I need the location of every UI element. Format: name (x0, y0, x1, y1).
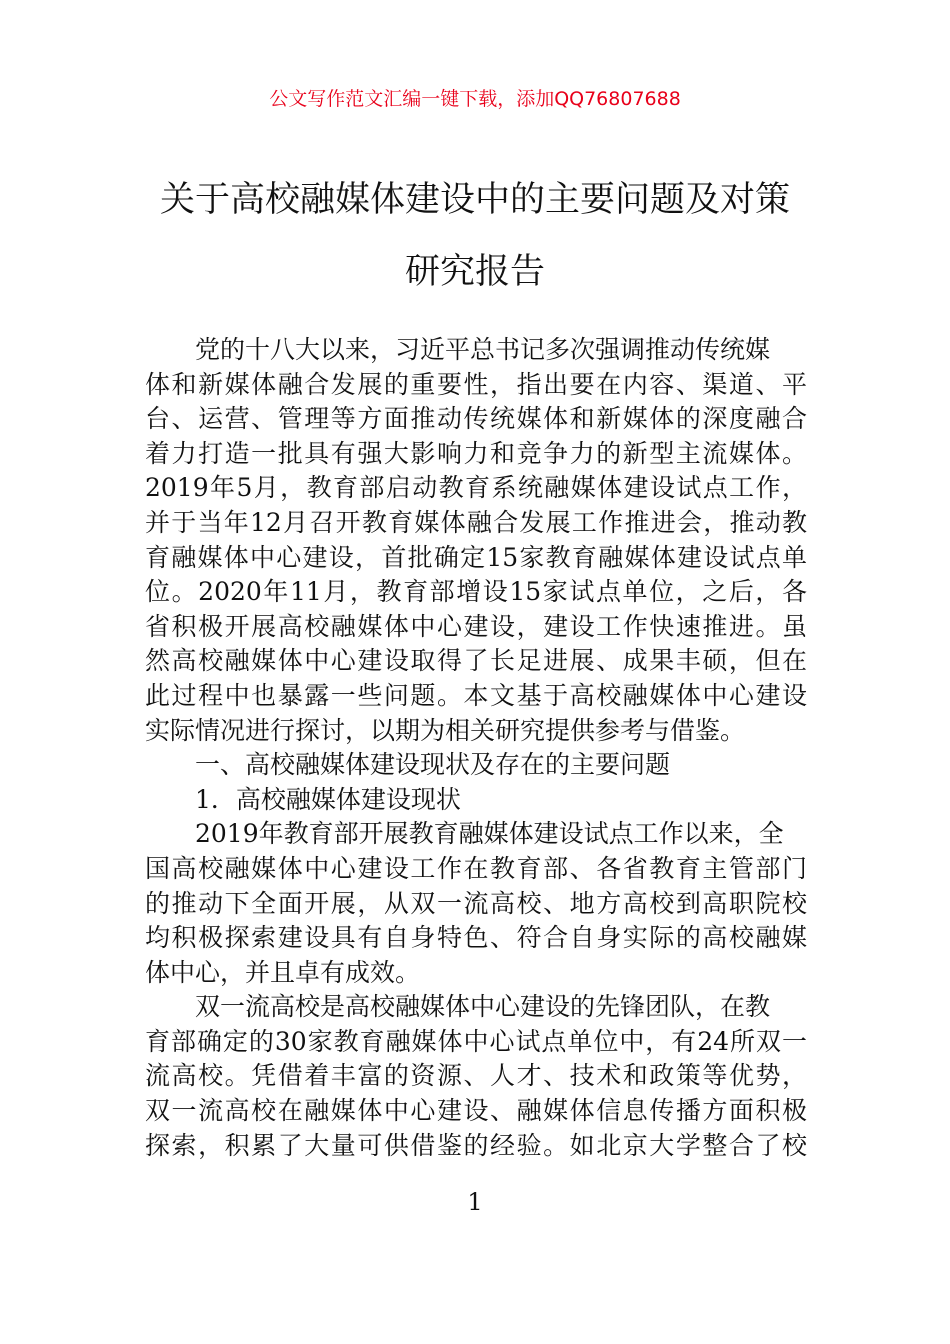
text-line: 实际情况进行探讨，以期为相关研究提供参考与借鉴。 (145, 715, 746, 745)
document-title-line-1: 关于高校融媒体建设中的主要问题及对策 (159, 180, 790, 220)
text-line: 然高校融媒体中心建设取得了长足进展、成果丰硕，但在 (145, 646, 807, 676)
text-line: 国高校融媒体中心建设工作在教育部、各省教育主管部门 (145, 853, 807, 883)
page-number: 1 (467, 1188, 483, 1216)
text-line: 双一流高校是高校融媒体中心建设的先锋团队，在教 (195, 992, 771, 1022)
text-line: 党的十八大以来，习近平总书记多次强调推动传统媒 (195, 335, 771, 364)
text-line: 省积极开展高校融媒体中心建设，建设工作快速推进。虽 (145, 611, 807, 641)
text-line: 育融媒体中心建设，首批确定15家教育融媒体建设试点单 (145, 542, 807, 572)
section-heading: 一、高校融媒体建设现状及存在的主要问题 (195, 750, 671, 780)
text-line: 2019年教育部开展教育融媒体建设试点工作以来，全 (195, 819, 784, 849)
text-line: 位。2020年11月，教育部增设15家试点单位，之后，各 (145, 577, 807, 607)
text-line: 均积极探索建设具有自身特色、符合自身实际的高校融媒 (145, 923, 807, 953)
text-line: 此过程中也暴露一些问题。本文基于高校融媒体中心建设 (145, 680, 807, 710)
text-line: 探索，积累了大量可供借鉴的经验。如北京大学整合了校 (145, 1130, 807, 1160)
text-line: 2019年5月，教育部启动教育系统融媒体建设试点工作， (145, 473, 807, 503)
text-line: 双一流高校在融媒体中心建设、融媒体信息传播方面积极 (145, 1096, 807, 1126)
text-line: 体中心，并且卓有成效。 (145, 957, 421, 987)
text-line: 流高校。凭借着丰富的资源、人才、技术和政策等优势， (145, 1061, 807, 1091)
text-line: 并于当年12月召开教育媒体融合发展工作推进会，推动教 (145, 507, 807, 537)
subsection-heading: 1．高校融媒体建设现状 (195, 784, 461, 814)
text-line: 台、运营、管理等方面推动传统媒体和新媒体的深度融合 (145, 404, 807, 434)
promo-header: 公文写作范文汇编一键下载，添加QQ76807688 (269, 88, 681, 110)
text-line: 的推动下全面开展，从双一流高校、地方高校到高职院校 (145, 888, 807, 918)
text-line: 体和新媒体融合发展的重要性，指出要在内容、渠道、平 (145, 369, 807, 399)
text-line: 着力打造一批具有强大影响力和竞争力的新型主流媒体。 (145, 438, 807, 468)
document-body (145, 333, 807, 1163)
text-line: 育部确定的30家教育融媒体中心试点单位中，有24所双一 (145, 1026, 807, 1056)
document-title-line-2: 研究报告 (404, 252, 545, 292)
